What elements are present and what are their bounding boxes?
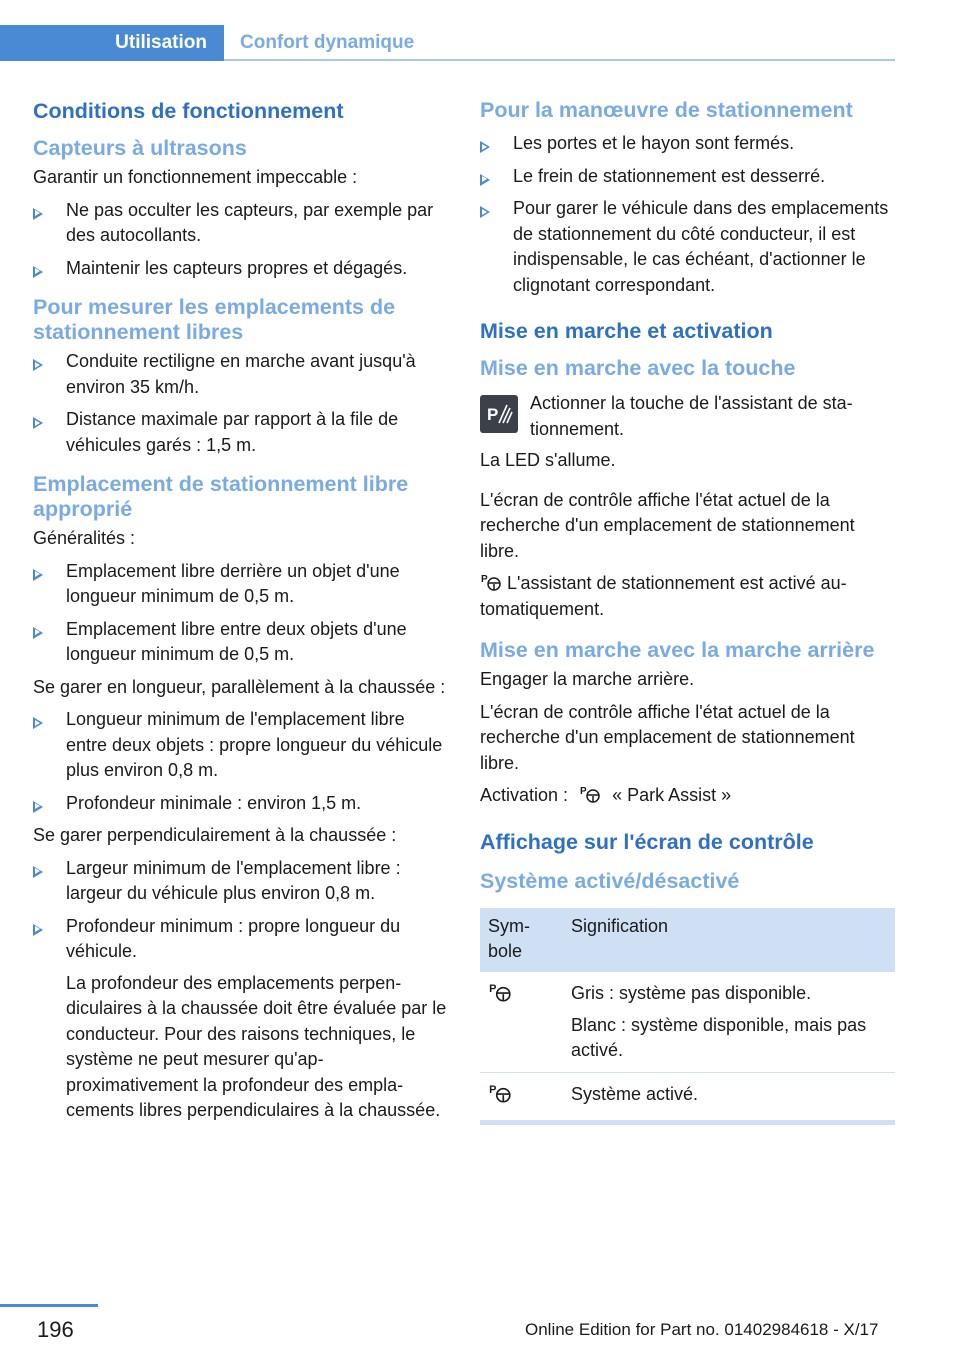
park-assist-active-icon xyxy=(488,1082,512,1104)
list-item: Largeur minimum de l'emplacement libre : largeur du véhicule plus environ 0,8 m. xyxy=(33,856,448,907)
paragraph: Se garer perpendiculairement à la chaussée : xyxy=(33,825,397,845)
park-assist-button-icon xyxy=(480,395,518,433)
table-cell-symbol xyxy=(480,972,563,1073)
subsection-title-marche-arriere: Mise en marche avec la marche arrière xyxy=(480,638,875,662)
right-column xyxy=(480,98,895,1125)
triangle-bullet-icon xyxy=(33,717,43,729)
park-assist-status-icon xyxy=(480,572,502,592)
svg-text:P: P xyxy=(481,574,488,585)
bullet-list xyxy=(480,131,895,298)
bullet-list xyxy=(33,349,448,458)
footer-rule xyxy=(0,1304,98,1307)
page-number: 196 xyxy=(37,1317,74,1342)
table-cell-symbol xyxy=(480,1072,563,1122)
triangle-bullet-icon xyxy=(33,569,43,581)
section-title-mise-en-marche: Mise en marche et activation xyxy=(480,319,773,343)
paragraph: La LED s'allume. xyxy=(480,450,616,470)
triangle-bullet-icon xyxy=(33,266,43,278)
svg-text:P: P xyxy=(580,786,587,797)
park-assist-menu-icon xyxy=(579,784,601,804)
list-item: Le frein de stationnement est desserré. xyxy=(480,164,895,190)
tab-confort-dynamique[interactable]: Confort dynamique xyxy=(240,32,415,53)
paragraph: Se garer en longueur, parallèlement à la chaussée : xyxy=(33,676,446,697)
paragraph: Activation : P « Park Assist » xyxy=(480,785,732,805)
paragraph: L'écran de contrôle affiche l'état actuel de la recherche d'un emplacement de stationnement libre. xyxy=(480,701,855,773)
paragraph: Généralités : xyxy=(33,528,136,548)
list-item-note: La profondeur des emplacements perpendiculaires à la chaussée doit être évaluée par le conducteur. Pour des raisons techniques, le système ne peut mesurer qu'approximativement la profondeur des emplacements libres perpendiculaires à la chaussée. xyxy=(66,972,447,1120)
bullet-list xyxy=(33,707,448,816)
triangle-bullet-icon xyxy=(33,359,43,371)
triangle-bullet-icon xyxy=(480,206,490,218)
table-row xyxy=(480,972,895,1073)
svg-text:P: P xyxy=(489,982,497,995)
paragraph: Actionner la touche de l'assistant de stationnement. xyxy=(530,393,853,439)
table-header-symbole: Symbole xyxy=(480,908,563,972)
subsection-title-mesurer: Pour mesurer les emplacements de stationnement libres xyxy=(33,295,396,344)
park-assist-inactive-icon xyxy=(488,981,512,1003)
bullet-list xyxy=(33,856,448,1124)
list-item: Profondeur minimale : environ 1,5 m. xyxy=(33,791,448,817)
table-header-row xyxy=(480,908,895,972)
triangle-bullet-icon xyxy=(480,174,490,186)
list-item: Emplacement libre derrière un objet d'une longueur minimum de 0,5 m. xyxy=(33,559,448,610)
list-item: Ne pas occulter les capteurs, par exemple par des autocollants. xyxy=(33,198,448,249)
subsection-title-touche: Mise en marche avec la touche xyxy=(480,356,796,380)
list-item: Maintenir les capteurs propres et dégagés. xyxy=(33,256,448,282)
table-header-signification: Signification xyxy=(563,908,895,972)
list-item: Profondeur minimum : propre longueur du véhicule. La profondeur des emplacements perpendiculaires à la chaussée doit être évaluée par le conducteur. Pour des raisons techniques, le système ne peut mesurer qu'approximativement la profondeur des emplacements libres perpendiculaires à la chaussée. xyxy=(33,914,448,1124)
subsection-title-emplacement: Emplacement de stationnement libre approprié xyxy=(33,472,409,521)
header-rule xyxy=(224,59,895,61)
bullet-list xyxy=(33,198,448,282)
subsection-title-manoeuvre: Pour la manœuvre de stationnement xyxy=(480,98,853,122)
bullet-list xyxy=(33,559,448,668)
tab-utilisation[interactable]: Utilisation xyxy=(0,25,224,61)
triangle-bullet-icon xyxy=(33,208,43,220)
list-item: Conduite rectiligne en marche avant jusqu'à environ 35 km/h. xyxy=(33,349,448,400)
table-cell-meaning: Gris : système pas disponible. Blanc : système disponible, mais pas activé. xyxy=(563,972,895,1073)
triangle-bullet-icon xyxy=(33,801,43,813)
svg-text:P: P xyxy=(487,405,499,424)
section-title-conditions: Conditions de fonctionnement xyxy=(33,99,344,123)
table-cell-meaning: Système activé. xyxy=(563,1072,895,1122)
paragraph: Garantir un fonctionnement impeccable : xyxy=(33,167,358,187)
list-item: Les portes et le hayon sont fermés. xyxy=(480,131,895,157)
list-item: Longueur minimum de l'emplacement libre entre deux objets : propre longueur du véhicule plus environ 0,8 m. xyxy=(33,707,448,784)
triangle-bullet-icon xyxy=(33,627,43,639)
page-header xyxy=(0,25,895,61)
triangle-bullet-icon xyxy=(480,141,490,153)
edition-note: Online Edition for Part no. 01402984618 - X/17 xyxy=(525,1320,879,1339)
triangle-bullet-icon xyxy=(33,924,43,936)
paragraph: Engager la marche arrière. xyxy=(480,669,695,689)
paragraph: P L'assistant de stationnement est activé automatiquement. xyxy=(480,573,847,619)
triangle-bullet-icon xyxy=(33,866,43,878)
park-assist-symbol-icon xyxy=(485,401,513,427)
paragraph: L'écran de contrôle affiche l'état actuel de la recherche d'un emplacement de stationnement libre. xyxy=(480,489,855,561)
subsection-title-capteurs: Capteurs à ultrasons xyxy=(33,136,247,160)
list-item: Pour garer le véhicule dans des emplacements de stationnement du côté conducteur, il est indispensable, le cas échéant, d'actionner le clignotant correspondant. xyxy=(480,196,895,298)
section-title-affichage: Affichage sur l'écran de contrôle xyxy=(480,829,814,854)
table-row xyxy=(480,1072,895,1122)
symbol-table xyxy=(480,908,895,1125)
list-item: Emplacement libre entre deux objets d'une longueur minimum de 0,5 m. xyxy=(33,617,448,668)
list-item: Distance maximale par rapport à la file de véhicules garés : 1,5 m. xyxy=(33,407,448,458)
button-instruction xyxy=(480,391,895,442)
left-column xyxy=(33,98,448,1138)
svg-text:P: P xyxy=(489,1083,497,1096)
triangle-bullet-icon xyxy=(33,417,43,429)
subsection-title-systeme: Système activé/désactivé xyxy=(480,868,740,893)
